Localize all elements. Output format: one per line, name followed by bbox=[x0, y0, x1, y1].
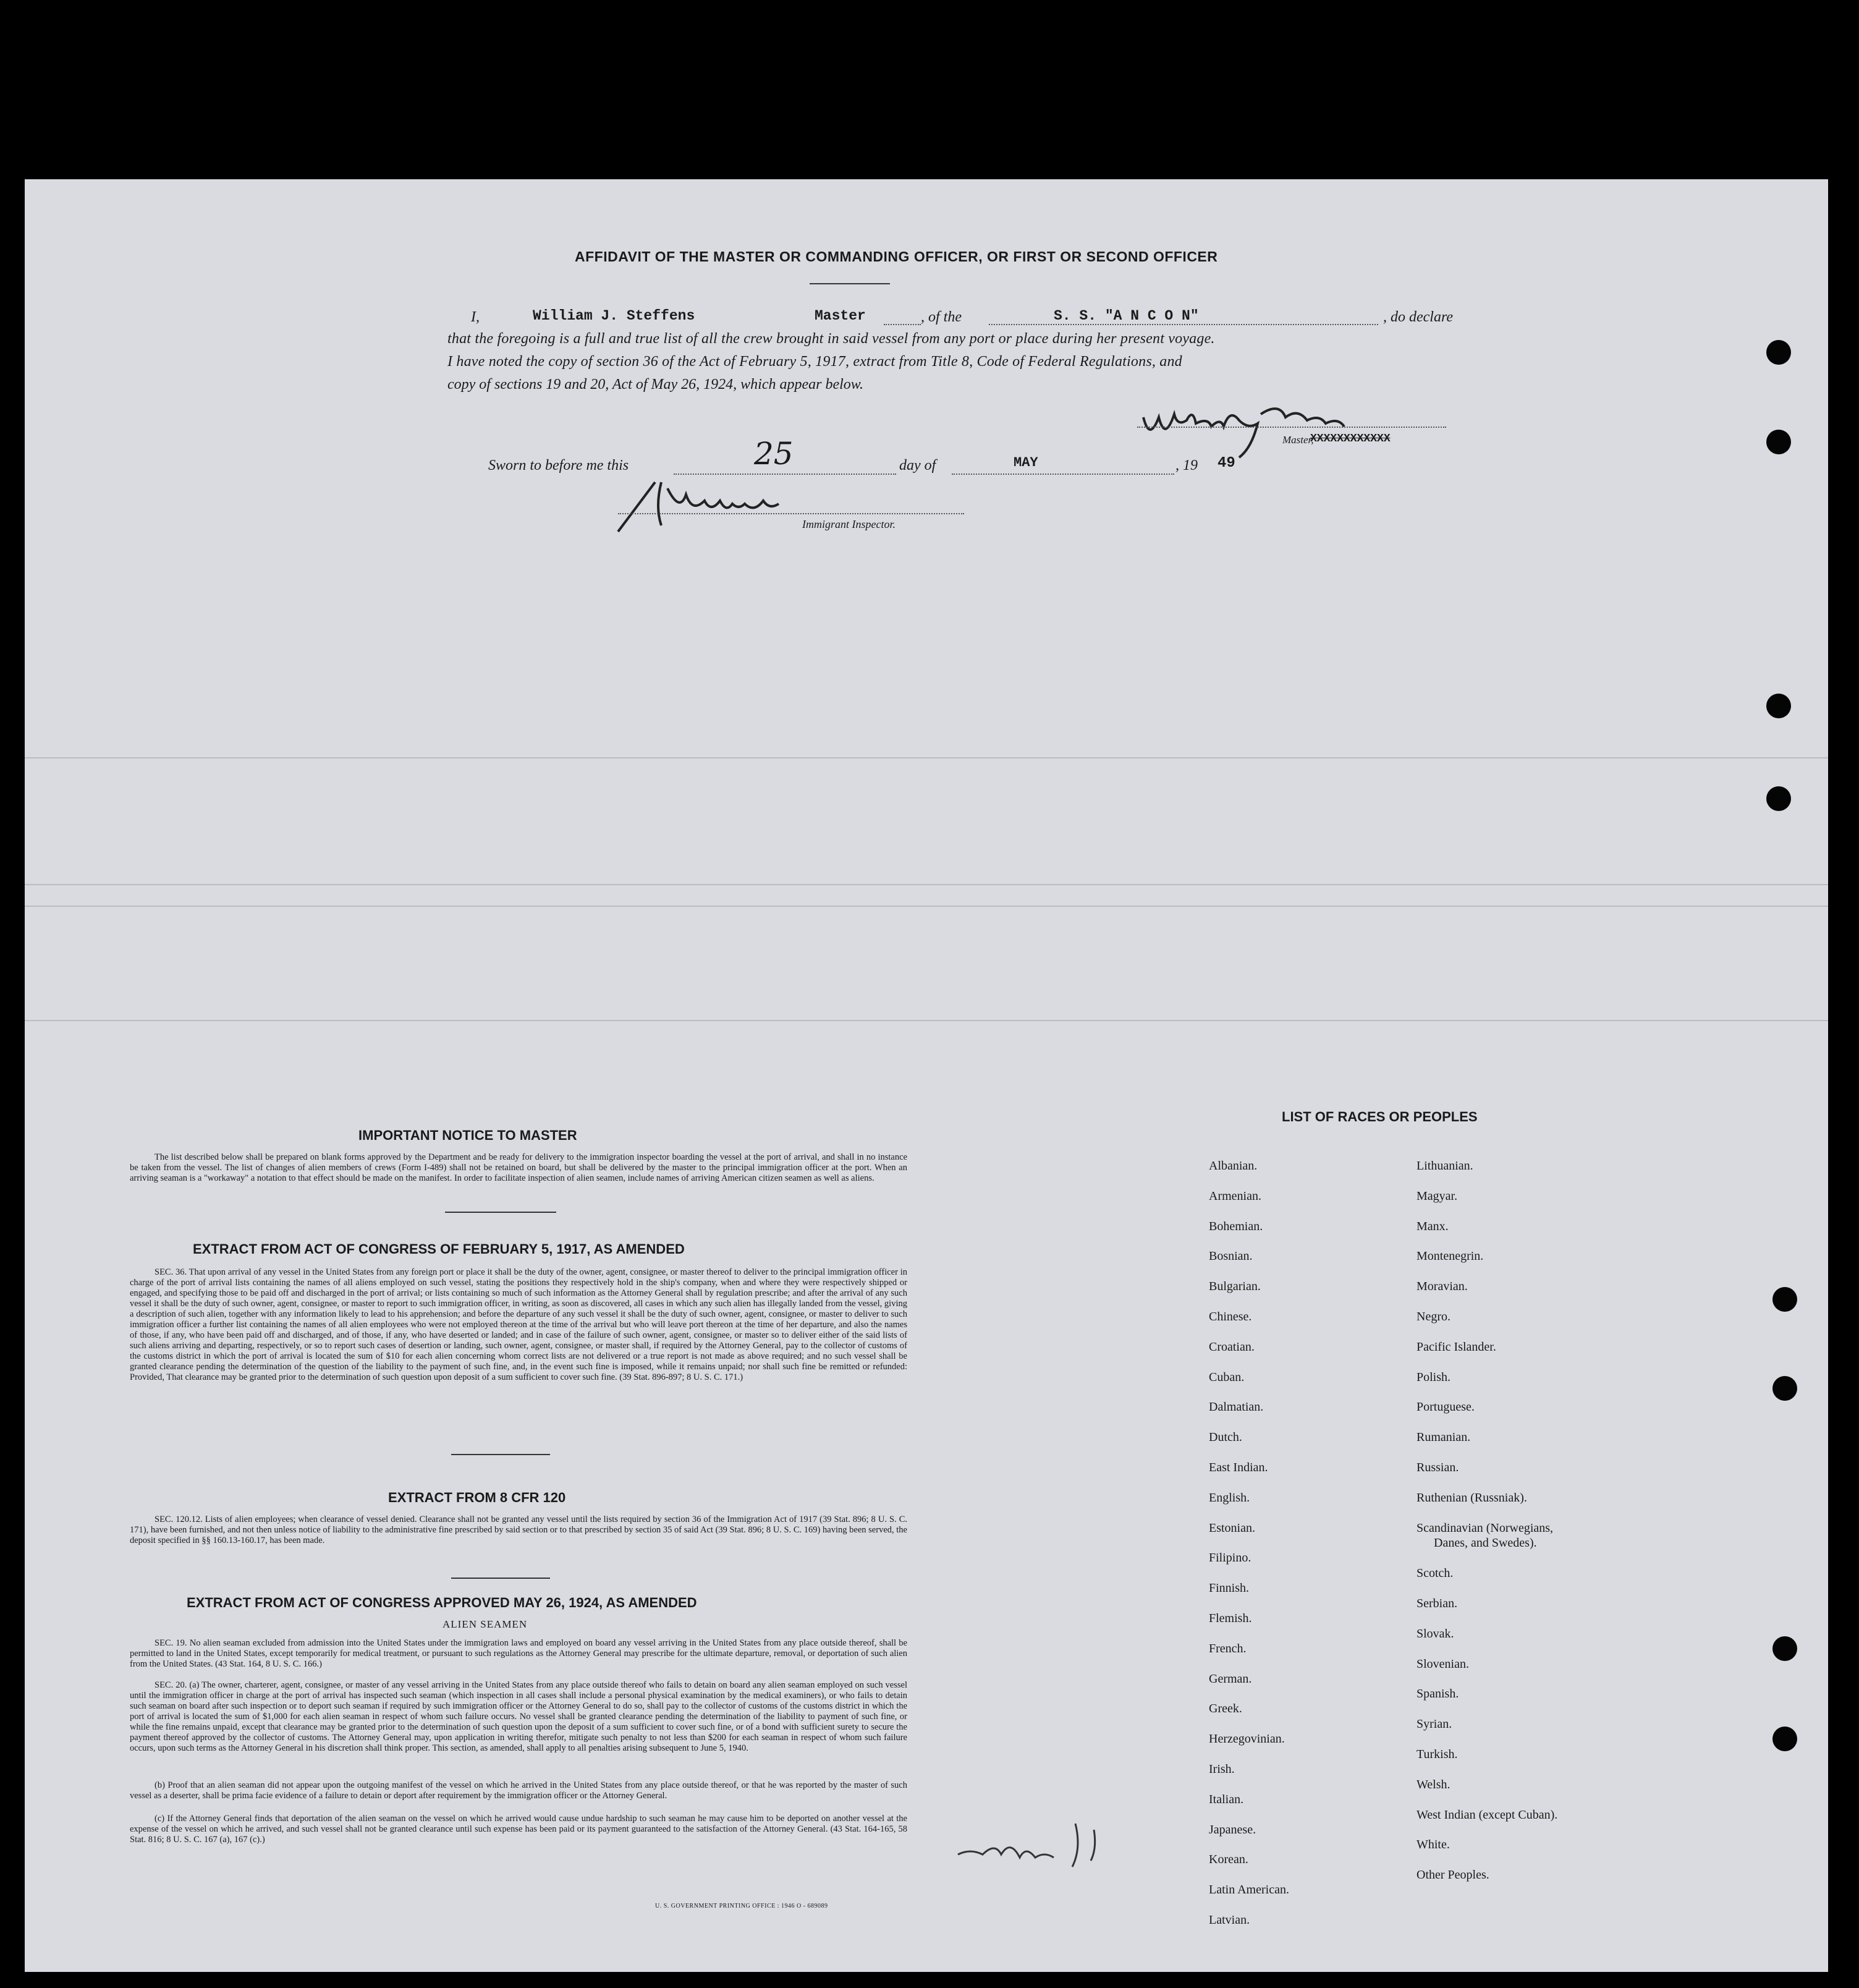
race-item: Polish. bbox=[1416, 1370, 1451, 1384]
race-item: Ruthenian (Russniak). bbox=[1416, 1490, 1527, 1505]
i-label: I, bbox=[471, 309, 480, 325]
race-item: Pacific Islander. bbox=[1416, 1340, 1496, 1354]
ruled-line bbox=[25, 906, 1828, 907]
affidavit-line-2: that the foregoing is a full and true list of all the crew brought in said vessel from any port or place during her present voyage. bbox=[447, 331, 1215, 347]
sworn-label: Sworn to before me this bbox=[488, 457, 629, 474]
race-item: Bohemian. bbox=[1209, 1219, 1263, 1233]
affidavit-heading: AFFIDAVIT OF THE MASTER OR COMMANDING OFFICER, OR FIRST OR SECOND OFFICER bbox=[575, 248, 1218, 265]
race-item: Moravian. bbox=[1416, 1280, 1468, 1294]
race-item: Latin American. bbox=[1209, 1883, 1289, 1897]
race-item: Latvian. bbox=[1209, 1913, 1250, 1927]
race-item: Montenegrin. bbox=[1416, 1249, 1484, 1264]
printer-line: U. S. GOVERNMENT PRINTING OFFICE : 1946 O - 689089 bbox=[655, 1903, 828, 1909]
ruled-line bbox=[25, 1020, 1828, 1021]
affidavit-line-4: copy of sections 19 and 20, Act of May 26, 1924, which appear below. bbox=[447, 376, 864, 393]
extract-cfr-heading: EXTRACT FROM 8 CFR 120 bbox=[388, 1490, 566, 1505]
ruled-line bbox=[25, 757, 1828, 758]
race-item: Japanese. bbox=[1209, 1822, 1256, 1837]
rank-value: Master bbox=[815, 308, 866, 324]
sec20c-text: (c) If the Attorney General finds that deportation of the alien seaman on the vessel on which he arrived would cause undue hardship to such seaman he may cause him to be deported on another vessel at the expense of the vessel on which he arrived, and such vessel shall not be granted clearance until such expense has been paid or its payment guaranteed to the satisfaction of the Attorney General. (43 Stat. 164-165, 58 Stat. 816; 8 U. S. C. 167 (a), 167 (c).) bbox=[130, 1814, 907, 1845]
binder-hole bbox=[1772, 1636, 1797, 1661]
binder-hole bbox=[1772, 1376, 1797, 1401]
race-item: Slovak. bbox=[1416, 1626, 1454, 1641]
race-item: Dutch. bbox=[1209, 1430, 1242, 1445]
race-item: Dalmatian. bbox=[1209, 1400, 1264, 1414]
year-value: 49 bbox=[1217, 455, 1235, 472]
year-prefix: , 19 bbox=[1175, 457, 1198, 474]
race-item: Cuban. bbox=[1209, 1370, 1245, 1384]
binder-hole bbox=[1766, 430, 1791, 454]
struck-title: XXXXXXXXXXXX bbox=[1310, 433, 1391, 445]
race-item: Bosnian. bbox=[1209, 1249, 1253, 1264]
sec20b-text: (b) Proof that an alien seaman did not appear upon the outgoing manifest of the vessel on which he arrived in the United States from any place outside thereof, or that he was reported by the master of such vessel as a deserter, shall be prima facie evidence of a failure to detain or deport after requirement by the immigration officer or the Attorney General. bbox=[130, 1780, 907, 1801]
race-item: Filipino. bbox=[1209, 1551, 1251, 1565]
affidavit-line-3: I have noted the copy of section 36 of the Act of February 5, 1917, extract from Title 8, Code of Federal Regulations, and bbox=[447, 354, 1182, 370]
extract-1917-heading: EXTRACT FROM ACT OF CONGRESS OF FEBRUARY 5, 1917, AS AMENDED bbox=[193, 1241, 685, 1257]
binder-hole bbox=[1766, 694, 1791, 718]
race-item: Spanish. bbox=[1416, 1687, 1459, 1701]
race-item: Russian. bbox=[1416, 1461, 1459, 1474]
race-item: Negro. bbox=[1416, 1310, 1450, 1323]
race-item: Scotch. bbox=[1416, 1566, 1454, 1581]
binder-hole bbox=[1766, 340, 1791, 365]
race-item: Estonian. bbox=[1209, 1521, 1255, 1535]
alien-seamen-subheading: ALIEN SEAMEN bbox=[443, 1618, 528, 1630]
binder-hole bbox=[1766, 786, 1791, 811]
binder-hole bbox=[1772, 1727, 1797, 1751]
race-item: Welsh. bbox=[1416, 1777, 1450, 1791]
race-item: Bulgarian. bbox=[1209, 1280, 1261, 1294]
extract-1917-text: SEC. 36. That upon arrival of any vessel in the United States from any foreign port or place it shall be the duty of the owner, agent, consignee, or master thereof to deliver to the principal immigration officer in charge of the port of arrival lists containing the names of all aliens employed on such vessel, stating the positions they respectively hold in the ship's company, when and where they were respectively shipped or engaged, and specifying those to be paid off and discharged in the port of arrival; or lists containing so much of such information as the Attorney General shall by regulation prescribe; and after the arrival of any such vessel it shall be the duty of such owner, agent, consignee, or master to report to such immigration officer, in writing, as soon as discovered, all cases in which any such alien has illegally landed from the vessel, giving a description of such alien, together with any information likely to lead to his apprehension; and before the departure of any such vessel it shall be the duty of such owner, agent, consignee, or master to deliver to such immigration officer a further list containing the names of all alien employees who were not employed thereon at the time of the arrival but who will leave port thereon at the time of her departure, and also the names of those, if any, who have been paid off and discharged, and of those, if any, who have deserted or landed; and in case of the failure of such owner, agent, consignee, or master so to deliver either of the said lists of such aliens arriving and departing, respectively, or so to report such cases of desertion or landing, such owner, agent, consignee, or master shall, if required by the Attorney General, pay to the collector of customs of the customs district in which the port of arrival is located the sum of $10 for each alien concerning whom correct lists are not delivered or a true report is not made as above required; and no such vessel shall be granted clearance pending the determination of the question of the liability to the payment of such fine, and, in the event such fine is imposed, while it remains unpaid; nor shall such fine be remitted or refunded: Provided, That clearance may be granted prior to the determination of such question upon deposit of a sum sufficient to cover such fine. (39 Stat. 896-897; 8 U. S. C. 171.) bbox=[130, 1267, 907, 1382]
month-value: MAY bbox=[1014, 455, 1038, 470]
race-item: Slovenian. bbox=[1416, 1657, 1469, 1671]
ruled-line bbox=[25, 884, 1828, 885]
day-value: 25 bbox=[754, 436, 794, 472]
race-item: Other Peoples. bbox=[1416, 1868, 1489, 1882]
race-item: East Indian. bbox=[1209, 1461, 1268, 1474]
race-item: Danes, and Swedes). bbox=[1434, 1536, 1537, 1550]
race-item: English. bbox=[1209, 1490, 1250, 1505]
sec20a-text: SEC. 20. (a) The owner, charterer, agent, consignee, or master of any vessel arriving in the United States from any place outside thereof who fails to detain on board any alien seaman employed on such vessel until the immigration officer in charge at the port of arrival has inspected such seaman (which inspection in all cases shall include a personal physical examination by the medical examiners), or who fails to detain such seaman on board after such inspection or to deport such seaman if required by such immigration officer or the Attorney General to do so, shall pay to the collector of customs of the customs district in which the port of arrival is located the sum of $1,000 for each alien seaman in respect of whom such failure occurs. No vessel shall be granted clearance pending the determination of the liability to payment of such fine, or while the fine remains unpaid, except that clearance may be granted prior to the determination of such question upon the deposit of a sum sufficient to cover such fine, or of a bond with sufficient surety to secure the payment thereof approved by the collector of customs. The Attorney General may, upon application in writing therefor, mitigate such penalty to not less than $200 for each seaman in respect of whom such failure occurs, upon such terms as the Attorney General in his discretion shall think proper. This section, as amended, shall apply to all penalties arising subsequent to June 5, 1940. bbox=[130, 1680, 907, 1753]
race-item: Chinese. bbox=[1209, 1310, 1252, 1323]
sec19-text: SEC. 19. No alien seaman excluded from admission into the United States under the immigration laws and employed on board any vessel arriving in the United States from any place outside thereof, shall be permitted to land in the United States, except temporarily for medical treatment, or pursuant to such regulations as the Attorney General may prescribe for the ultimate departure, removal, or deportation of such alien from the United States. (43 Stat. 164, 8 U. S. C. 166.) bbox=[130, 1638, 907, 1669]
of-the-label: , of the bbox=[921, 309, 962, 325]
race-item: West Indian (except Cuban). bbox=[1416, 1807, 1558, 1822]
race-item: Serbian. bbox=[1416, 1597, 1458, 1610]
master-caption: Master, bbox=[1282, 434, 1314, 446]
day-of-label: day of bbox=[899, 457, 936, 474]
vessel-name: S. S. "A N C O N" bbox=[1054, 308, 1199, 324]
race-item: Turkish. bbox=[1416, 1748, 1458, 1761]
race-item: Croatian. bbox=[1209, 1340, 1255, 1354]
race-item: Finnish. bbox=[1209, 1581, 1250, 1595]
binder-hole bbox=[1772, 1287, 1797, 1312]
notice-heading: IMPORTANT NOTICE TO MASTER bbox=[358, 1128, 577, 1143]
handwritten-mark bbox=[952, 1817, 1162, 1873]
races-heading: LIST OF RACES OR PEOPLES bbox=[1282, 1109, 1478, 1124]
race-item: Portuguese. bbox=[1416, 1400, 1475, 1414]
race-item: Italian. bbox=[1209, 1792, 1244, 1806]
race-item: Albanian. bbox=[1209, 1159, 1258, 1173]
race-item: Rumanian. bbox=[1416, 1430, 1471, 1445]
race-item: Syrian. bbox=[1416, 1717, 1452, 1731]
do-declare-label: , do declare bbox=[1383, 309, 1454, 325]
extract-1924-heading: EXTRACT FROM ACT OF CONGRESS APPROVED MAY 26, 1924, AS AMENDED bbox=[187, 1595, 697, 1610]
race-item: Manx. bbox=[1416, 1219, 1449, 1233]
race-item: Greek. bbox=[1209, 1702, 1242, 1716]
race-item: French. bbox=[1209, 1641, 1247, 1655]
inspector-caption: Immigrant Inspector. bbox=[802, 518, 896, 530]
race-item: Scandinavian (Norwegians, bbox=[1416, 1521, 1554, 1535]
race-item: Korean. bbox=[1209, 1853, 1248, 1867]
race-item: Lithuanian. bbox=[1416, 1159, 1473, 1173]
race-item: Flemish. bbox=[1209, 1612, 1252, 1625]
extract-cfr-text: SEC. 120.12. Lists of alien employees; when clearance of vessel denied. Clearance shall not be granted any vessel until the lists required by section 36 of the Immigration Act of 1917 (39 Stat. 896; 8 U. S. C. 171), have been furnished, and not then unless notice of liability to the administrative fine prescribed by said section or to that prescribed by section 35 of said Act (39 Stat. 896; 8 U. S. C. 169) having been served, the deposit specified in §§ 160.13-160.17, has been made. bbox=[130, 1514, 907, 1545]
race-item: Herzegovinian. bbox=[1209, 1732, 1285, 1746]
document-page bbox=[25, 179, 1828, 1972]
race-item: Magyar. bbox=[1416, 1189, 1458, 1203]
heading-rule bbox=[810, 283, 890, 284]
race-item: Irish. bbox=[1209, 1762, 1235, 1776]
race-item: White. bbox=[1416, 1838, 1450, 1852]
master-name: William J. Steffens bbox=[533, 308, 695, 324]
notice-text: The list described below shall be prepared on blank forms approved by the Department and be ready for delivery to the immigration inspector boarding the vessel at the port of arrival, and shall in no instance be taken from the vessel. The list of changes of alien members of crews (Form I-489) shall not be retained on board, but shall be delivered by the master to the principal immigration officer at the port. When an arriving seaman is a "workaway" a notation to that effect should be made on the manifest. In order to facilitate inspection of alien seamen, include names of arriving American citizen seamen as well as aliens. bbox=[130, 1152, 907, 1183]
race-item: German. bbox=[1209, 1672, 1252, 1686]
race-item: Armenian. bbox=[1209, 1189, 1261, 1203]
